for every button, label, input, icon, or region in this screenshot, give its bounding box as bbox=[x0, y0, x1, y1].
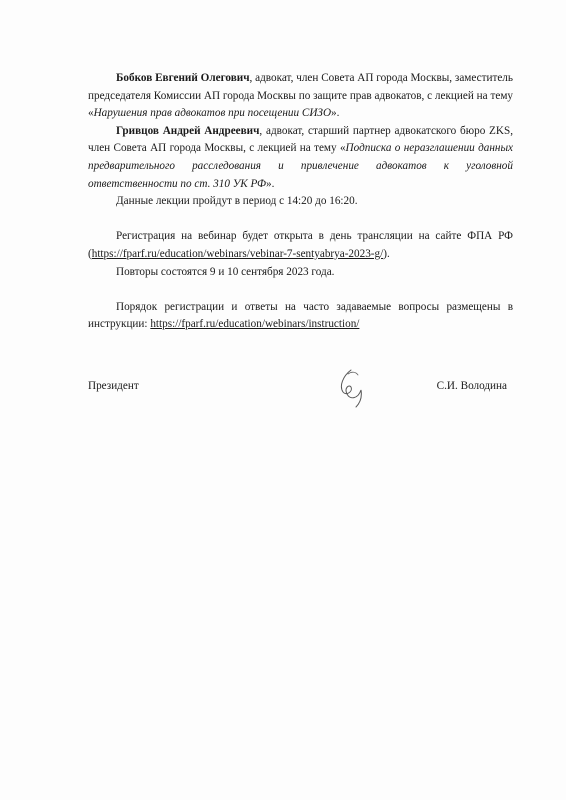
paragraph-instructions bbox=[88, 299, 513, 334]
webinar-link[interactable]: https://fparf.ru/education/webinars/vebinar-7-sentyabrya-2023-g/ bbox=[91, 247, 384, 260]
lecture-topic: Подписка о неразглашении данных предварительного расследования и привлечение адвокатов к уголовной ответственности по ст. 310 УК РФ bbox=[88, 142, 513, 190]
paragraph-speaker-bobkov bbox=[88, 70, 513, 123]
registration-text: Регистрация на вебинар будет открыта в день трансляции на сайте ФПА РФ ( bbox=[88, 230, 513, 260]
signatory-name: С.И. Володина bbox=[436, 380, 507, 392]
speaker-description: , адвокат, старший партнер адвокатского бюро ZKS, член Совета АП города Москвы, с лекцией на тему « bbox=[88, 124, 513, 155]
paragraph-lecture-time: Данные лекции пройдут в период с 14:20 до 16:20. bbox=[116, 195, 358, 208]
paragraph-speaker-grivtsov bbox=[88, 123, 513, 193]
punctuation: ». bbox=[266, 177, 275, 190]
paragraph-registration bbox=[88, 228, 513, 263]
speaker-name: Бобков Евгений Олегович bbox=[116, 72, 250, 84]
paragraph-repeats: Повторы состоятся 9 и 10 сентября 2023 года. bbox=[116, 265, 335, 278]
handwritten-signature bbox=[334, 366, 368, 410]
spacer bbox=[88, 281, 513, 299]
speaker-name: Гривцов Андрей Андреевич bbox=[116, 124, 260, 137]
letter-body bbox=[88, 70, 513, 334]
instructions-text: Порядок регистрации и ответы на часто задаваемые вопросы размещены в инструкции: bbox=[88, 300, 513, 331]
signature-block bbox=[88, 380, 513, 420]
speaker-description: , адвокат, член Совета АП города Москвы, заместитель председателя Комиссии АП города Москвы по защите прав адвокатов, с лекцией на тему « bbox=[88, 72, 513, 120]
lecture-topic: Нарушения прав адвокатов при посещении СИЗО bbox=[93, 107, 332, 120]
instruction-link[interactable]: https://fparf.ru/education/webinars/instruction/ bbox=[150, 318, 360, 331]
spacer bbox=[88, 211, 513, 229]
signatory-title: Президент bbox=[88, 380, 139, 392]
punctuation: ). bbox=[383, 247, 390, 260]
punctuation: ». bbox=[331, 107, 340, 120]
